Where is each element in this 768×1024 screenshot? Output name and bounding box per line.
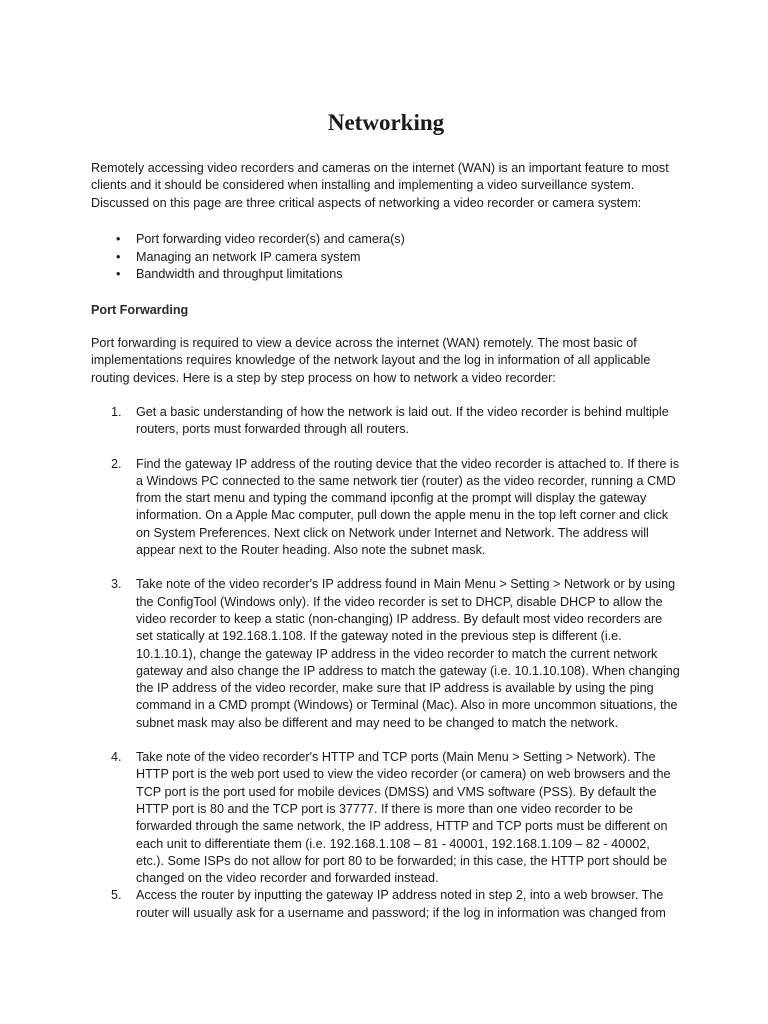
step-item [91, 887, 681, 922]
step-number: 4. [111, 750, 122, 765]
intro-paragraph: Remotely accessing video recorders and cameras on the internet (WAN) is an important feature to most clients and it should be considered when installing and implementing a video surveillance system. Discussed on this page are three critical aspects of networking a video recorder or camera system: [91, 161, 669, 210]
step-item [91, 576, 681, 732]
bullet-text: Port forwarding video recorder(s) and camera(s) [136, 232, 405, 246]
bullet-item [91, 231, 681, 249]
step-number: 3. [111, 577, 122, 592]
bullet-icon: • [116, 232, 121, 246]
step-text: Take note of the video recorder's HTTP and TCP ports (Main Menu > Setting > Network). The HTTP port is the web port used to view the video recorder (or camera) on web browsers and the TCP port is the port used for mobile devices (DMSS) and VMS software (PSS). By default the HTTP port is 80 and the TCP port is 37777. If there is more than one video recorder to be forwarded through the same network, the IP address, HTTP and TCP ports must be different on each unit to differentiate them (i.e. 192.168.1.108 – 81 - 40001, 192.168.1.109 – 82 - 40002, etc.). Some ISPs do not allow for port 80 to be forwarded; in this case, the HTTP port should be changed on the video recorder and forwarded instead. [136, 750, 671, 886]
step-item [91, 404, 681, 439]
steps-list [91, 404, 681, 922]
section-heading-port-forwarding: Port Forwarding [91, 303, 189, 317]
step-text: Take note of the video recorder's IP address found in Main Menu > Setting > Network or by using the ConfigTool (Windows only). If the video recorder is set to DHCP, disable DHCP to allow the video recorder to keep a static (non-changing) IP address. By default most video recorders are set statically at 192.168.1.108. If the gateway noted in the previous step is different (i.e. 10.1.10.1), change the gateway IP address in the video recorder to match the current network gateway and also change the IP address to match the gateway (i.e. 10.1.10.108). When changing the IP address of the video recorder, make sure that IP address is available by using the ping command in a CMD prompt (Windows) or Terminal (Mac). Also in more uncommon situations, the subnet mask may also be different and may need to be changed to match the network. [136, 577, 680, 730]
step-text: Find the gateway IP address of the routing device that the video recorder is attached to. If there is a Windows PC connected to the same network tier (router) as the video recorder, running a CMD from the start menu and typing the command ipconfig at the prompt will display the gateway information. On a Apple Mac computer, pull down the apple menu in the top left corner and click on System Preferences. Next click on Network under Internet and Network. The address will appear next to the Router heading. Also note the subnet mask. [136, 456, 680, 558]
bullet-icon: • [116, 267, 121, 281]
step-number: 1. [111, 405, 122, 419]
document-title: Networking [327, 110, 445, 135]
bullet-item [91, 266, 681, 284]
bullet-item [91, 249, 681, 267]
port-forwarding-intro: Port forwarding is required to view a device across the internet (WAN) remotely. The most basic of implementations requires knowledge of the network layout and the log in information of all applicable routing devices. Here is a step by step process on how to network a video recorder: [91, 336, 651, 385]
step-item [91, 749, 681, 887]
step-item [91, 456, 681, 560]
step-number: 2. [111, 456, 122, 471]
bullet-icon: • [116, 249, 121, 264]
bullet-text: Bandwidth and throughput limitations [136, 267, 343, 281]
step-number: 5. [111, 888, 122, 903]
step-text: Access the router by inputting the gateway IP address noted in step 2, into a web browser. The router will usually ask for a username and password; if the log in information was changed from [136, 888, 666, 920]
aspects-bullet-list [91, 231, 681, 284]
bullet-text: Managing an network IP camera system [136, 249, 361, 264]
step-text: Get a basic understanding of how the network is laid out. If the video recorder is behind multiple routers, ports must forwarded through all routers. [136, 405, 669, 437]
